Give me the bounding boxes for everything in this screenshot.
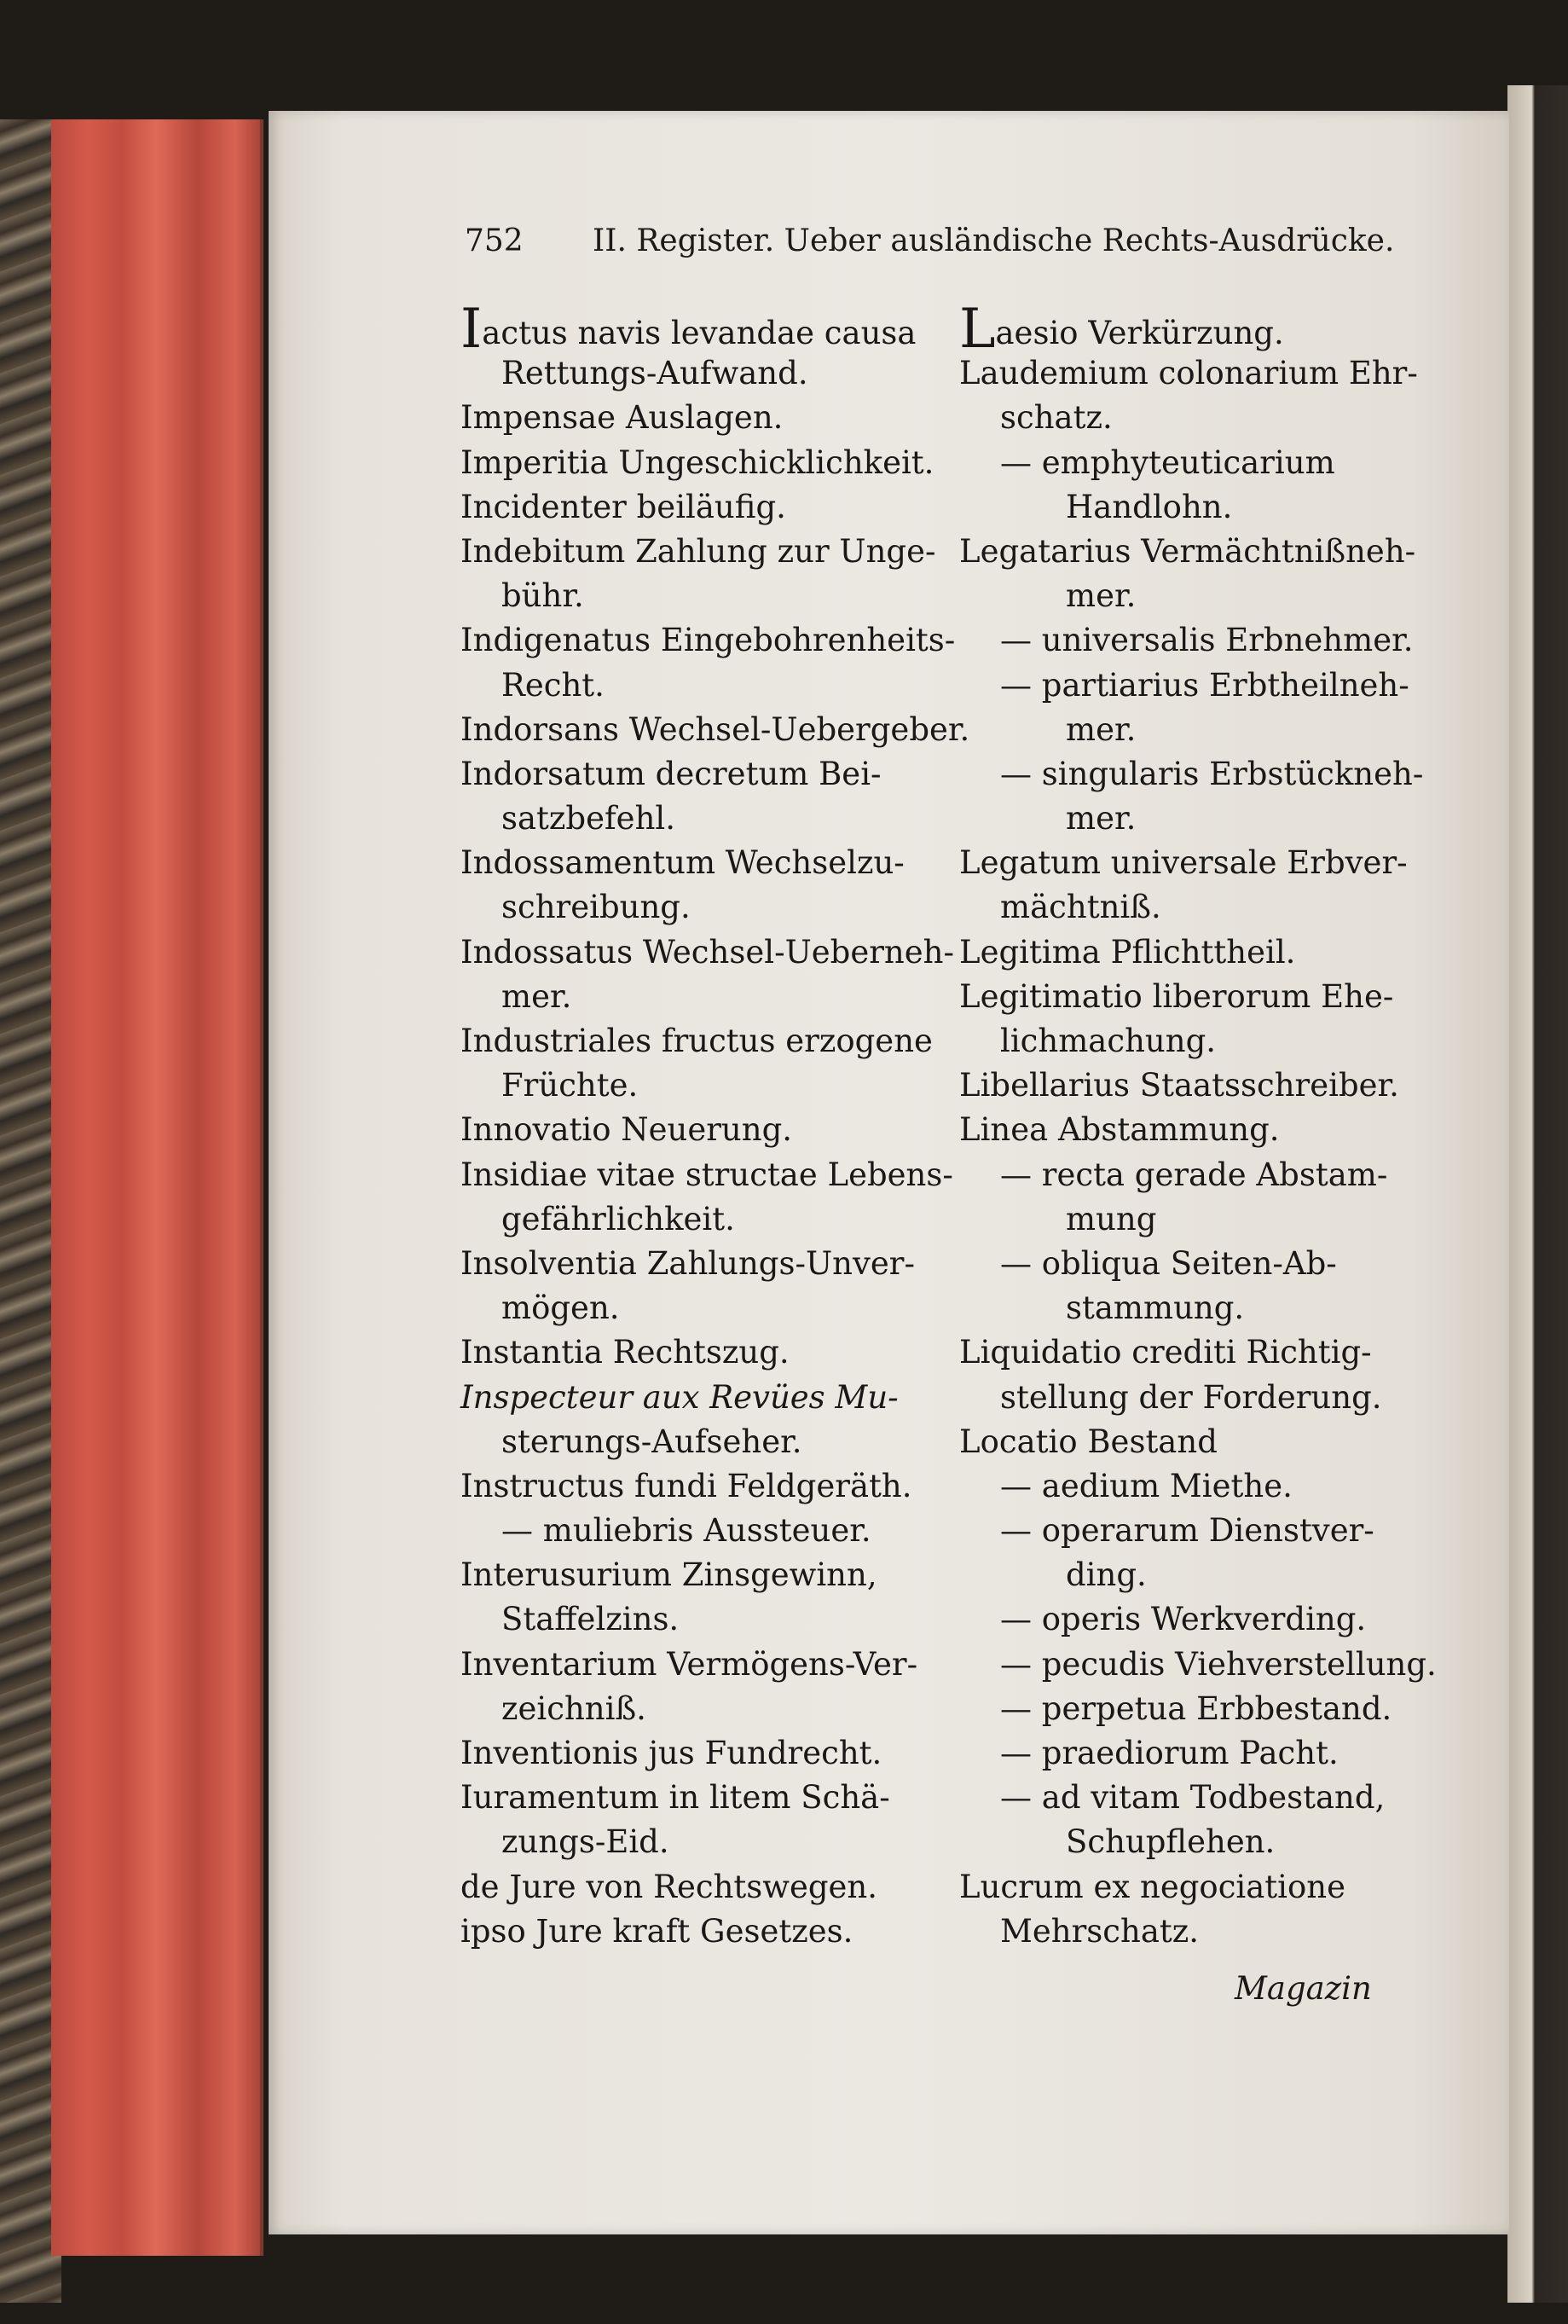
entry-line: Indossatus Wechsel-Ueberneh- <box>460 933 954 971</box>
entry-line: sterungs-Aufseher. <box>501 1423 802 1460</box>
entry-line: — singularis Erbstückneh- <box>1000 755 1424 792</box>
entry-line: Inventionis jus Fundrecht. <box>460 1735 882 1771</box>
entry-line: Legitima Pflichttheil. <box>959 933 1296 971</box>
entry-line: mächtniß. <box>1000 889 1161 926</box>
entry-line: Industriales fructus erzogene <box>460 1023 933 1059</box>
entry-line: stammung. <box>1066 1290 1245 1327</box>
drop-initial: I <box>460 298 483 361</box>
entry-line: de Jure von Rechtswegen. <box>460 1868 878 1905</box>
running-header <box>465 223 1395 275</box>
entry-line: Mehrschatz. <box>1000 1912 1200 1950</box>
entry-line: Laudemium colonarium Ehr- <box>959 355 1418 392</box>
entry-line: Recht. <box>501 666 605 704</box>
entry-line: mögen. <box>501 1290 620 1327</box>
entry-line: Indigenatus Eingebohrenheits- <box>460 622 956 659</box>
entry-line: — praediorum Pacht. <box>1000 1735 1339 1771</box>
entry-line: mer. <box>501 977 572 1015</box>
left-column <box>460 298 970 1954</box>
entry-line: Lucrum ex negociatione <box>959 1868 1346 1905</box>
entry-line: Linea Abstammung. <box>959 1111 1280 1149</box>
entry-line: Iuramentum in litem Schä- <box>460 1779 890 1817</box>
entry-line: gefährlichkeit. <box>501 1200 735 1237</box>
entry-line: — obliqua Seiten-Ab- <box>1000 1244 1337 1282</box>
entry-line: Legitimatio liberorum Ehe- <box>959 977 1394 1015</box>
entry-line: Instructus fundi Feldgeräth. <box>460 1467 912 1504</box>
entry-line: Libellarius Staatsschreiber. <box>959 1067 1399 1104</box>
entry-line: schatz. <box>1000 399 1113 437</box>
entry-line: — ad vitam Todbestand, <box>1000 1779 1386 1817</box>
entry-line: Imperitia Ungeschicklichkeit. <box>460 443 934 481</box>
entry-line: ding. <box>1066 1556 1147 1594</box>
entry-line: Handlohn. <box>1066 488 1233 525</box>
entry-line: Indossamentum Wechselzu- <box>460 844 905 882</box>
entry-line <box>460 298 921 361</box>
right-page-edge <box>1507 85 1568 2303</box>
entry-line: Locatio Bestand <box>959 1423 1218 1460</box>
entry-line: Indebitum Zahlung zur Unge- <box>460 532 936 570</box>
entry-line: Indorsatum decretum Bei- <box>460 755 882 792</box>
entry-line: lichmachung. <box>1000 1023 1217 1059</box>
page-number: 752 <box>465 223 524 258</box>
entry-line: Schupflehen. <box>1066 1823 1276 1861</box>
entry-line: — muliebris Aussteuer. <box>501 1512 871 1550</box>
entry-line: — perpetua Erbbestand. <box>1000 1689 1392 1727</box>
drop-initial: L <box>959 298 996 361</box>
page-fore-edge <box>51 119 263 2256</box>
entry-line: Staffelzins. <box>501 1601 680 1638</box>
entry-line: mer. <box>1066 800 1137 837</box>
entry-line: zeichniß. <box>501 1689 646 1727</box>
entry-line: satzbefehl. <box>501 800 676 837</box>
entry-line: Indorsans Wechsel-Uebergeber. <box>460 710 970 748</box>
right-column <box>959 298 1437 1954</box>
entry-line: Inventarium Vermögens-Ver- <box>460 1645 918 1683</box>
entry-line: Interusurium Zinsgewinn, <box>460 1556 877 1594</box>
entry-line: zungs-Eid. <box>501 1823 669 1861</box>
entry-text: aesio Verkürzung. <box>995 315 1284 351</box>
entry-line: schreibung. <box>501 889 691 926</box>
entry-line: Insidiae vitae structae Lebens- <box>460 1156 953 1193</box>
entry-line: — aedium Miethe. <box>1000 1467 1293 1504</box>
entry-line <box>959 298 1420 361</box>
entry-line: Impensae Auslagen. <box>460 399 784 437</box>
entry-line: — pecudis Viehverstellung. <box>1000 1645 1437 1683</box>
entry-line: Liquidatio crediti Richtig- <box>959 1334 1372 1371</box>
entry-line: mer. <box>1066 577 1137 615</box>
entry-line: Inspecteur aux Revües Mu- <box>460 1378 899 1416</box>
entry-line: ipso Jure kraft Gesetzes. <box>460 1912 853 1950</box>
entry-line: Incidenter beiläufig. <box>460 488 786 525</box>
entry-line: Instantia Rechtszug. <box>460 1334 790 1371</box>
entry-text: actus navis levandae causa <box>482 315 917 351</box>
entry-line: — recta gerade Abstam- <box>1000 1156 1388 1193</box>
entry-line: — emphyteuticarium <box>1000 443 1335 481</box>
entry-line: mer. <box>1066 710 1137 748</box>
entry-line: Früchte. <box>501 1067 639 1104</box>
entry-line: stellung der Forderung. <box>1000 1378 1382 1416</box>
entry-line: mung <box>1066 1200 1157 1237</box>
entry-line: Insolventia Zahlungs-Unver- <box>460 1244 915 1282</box>
entry-line: Legatum universale Erbver- <box>959 844 1408 882</box>
header-title: II. Register. Ueber ausländische Rechts-Ausdrücke. <box>593 223 1395 258</box>
entry-line: Legatarius Vermächtnißneh- <box>959 532 1416 570</box>
entry-line: — partiarius Erbtheilneh- <box>1000 666 1409 704</box>
entry-line: — universalis Erbnehmer. <box>1000 622 1414 659</box>
entry-line: bühr. <box>501 577 584 615</box>
entry-line: — operarum Dienstver- <box>1000 1512 1374 1550</box>
catchword: Magazin <box>1235 1970 1372 2007</box>
entry-line: — operis Werkverding. <box>1000 1601 1367 1638</box>
entry-line: Innovatio Neuerung. <box>460 1111 793 1149</box>
entry-line: Rettungs-Aufwand. <box>501 355 808 392</box>
